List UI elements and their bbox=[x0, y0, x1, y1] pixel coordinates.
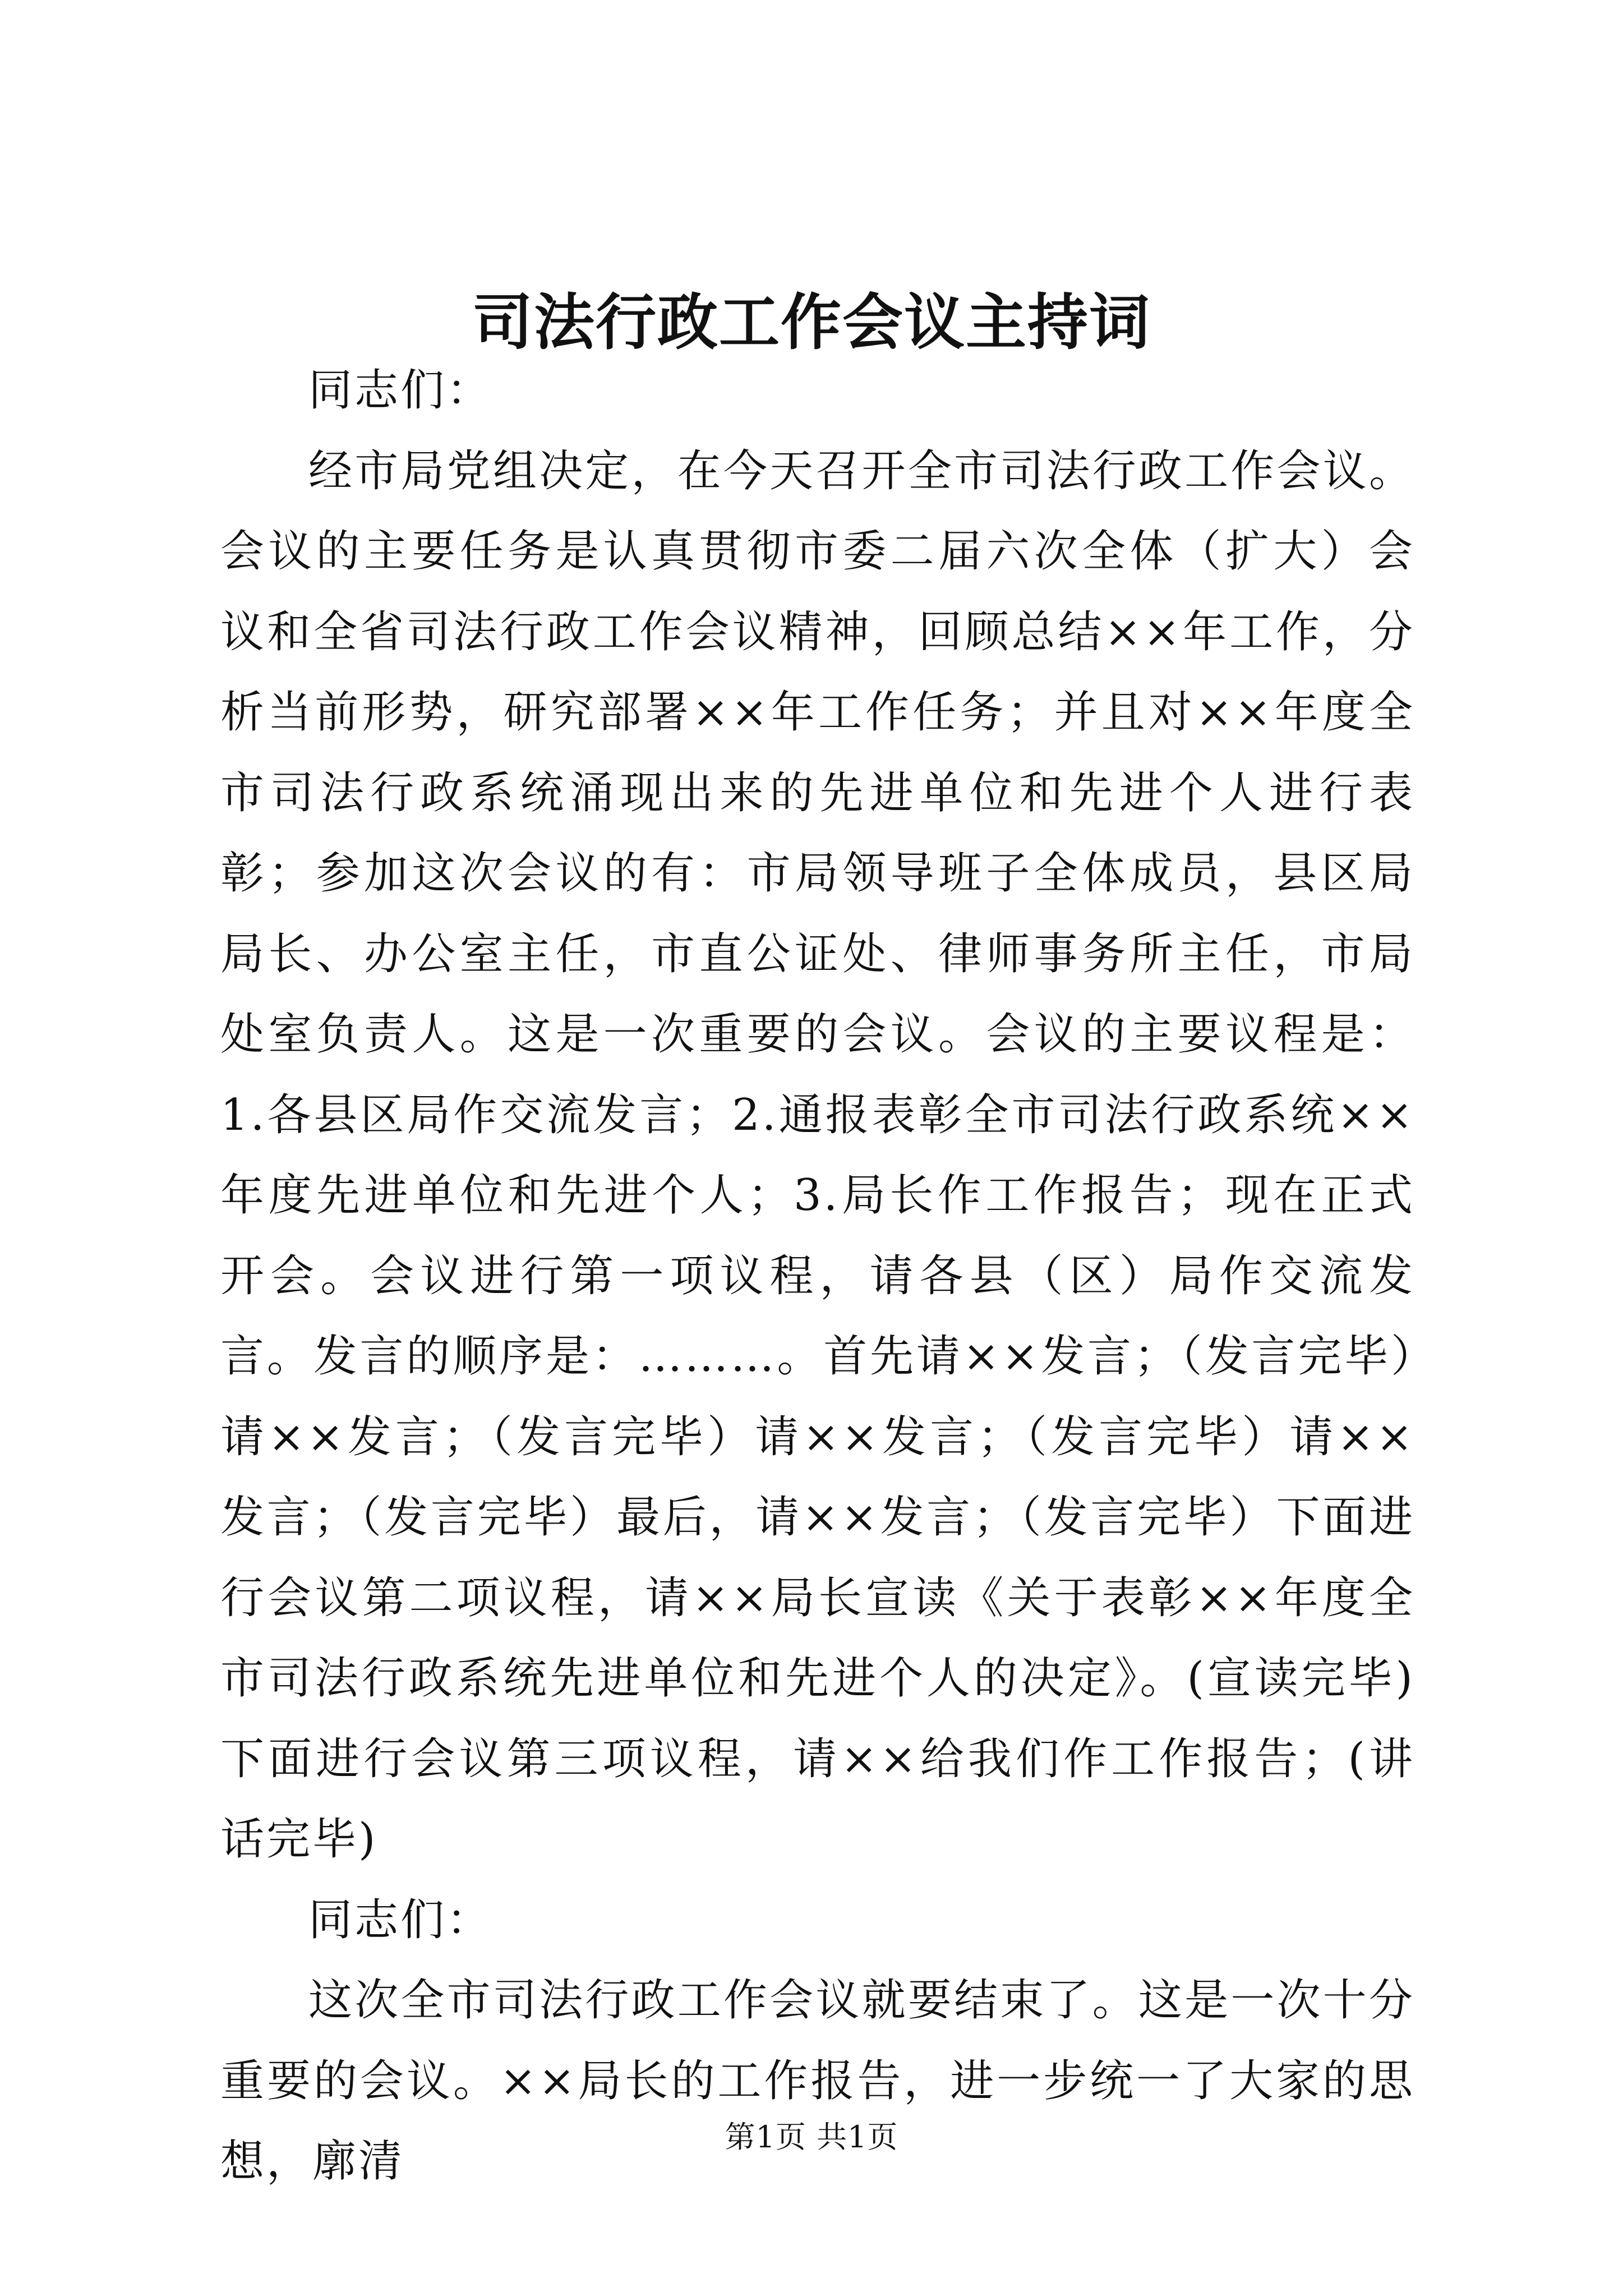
paragraph-opening: 经市局党组决定，在今天召开全市司法行政工作会议。会议的主要任务是认真贯彻市委二届六次全体（扩大）会议和全省司法行政工作会议精神，回顾总结××年工作，分析当前形势，研究部署××年工作任务；并且对××年度全市司法行政系统涌现出来的先进单位和先进个人进行表彰；参加这次会议的有：市局领导班子全体成员，县区局局长、办公室主任，市直公证处、律师事务所主任，市局处室负责人。这是一次重要的会议。会议的主要议程是：1.各县区局作交流发言；2.通报表彰全市司法行政系统××年度先进单位和先进个人；3.局长作工作报告；现在正式开会。会议进行第一项议程，请各县（区）局作交流发言。发言的顺序是：………。首先请××发言；（发言完毕）请××发言；（发言完毕）请××发言；（发言完毕）请××发言；（发言完毕）最后，请××发言；（发言完毕）下面进行会议第二项议程，请××局长宣读《关于表彰××年度全市司法行政系统先进单位和先进个人的决定》。(宣读完毕)下面进行会议第三项议程，请××给我们作工作报告；(讲话完毕) bbox=[220, 445, 1415, 1865]
paragraph-closing: 这次全市司法行政工作会议就要结束了。这是一次十分重要的会议。××局长的工作报告，进一步统一了大家的思想，廓清 bbox=[220, 1975, 1415, 2187]
page-number-footer: 第1页 共1页 bbox=[725, 2119, 898, 2155]
document-title: 司法行政工作会议主持词 bbox=[472, 287, 1151, 358]
document-body bbox=[220, 351, 1415, 2202]
paragraph-greeting-2: 同志们： bbox=[308, 1894, 493, 1945]
paragraph-greeting: 同志们： bbox=[308, 365, 493, 416]
